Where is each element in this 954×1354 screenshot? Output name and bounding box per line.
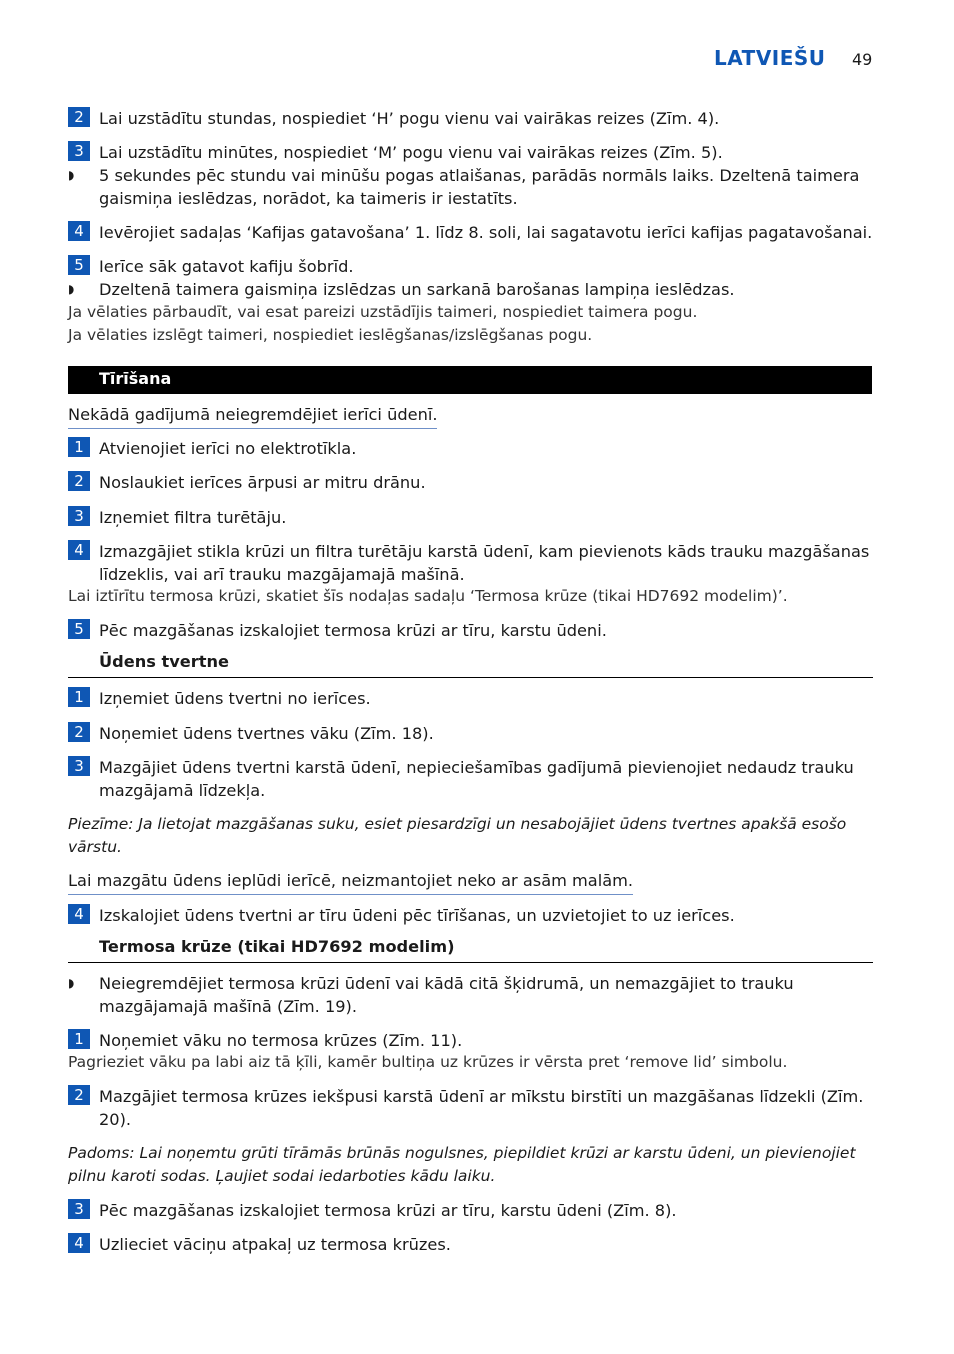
step-number: 2: [68, 1085, 90, 1105]
step-number: 4: [68, 1233, 90, 1253]
step-text: Ierīce sāk gatavot kafiju šobrīd.: [99, 257, 354, 276]
tip-text: Padoms: Lai noņemtu grūti tīrāmās brūnās nogulsnes, piepildiet krūzi ar karstu ūdeni, un pievienojiet pilnu karoti sodas. Ļaujiet sodai iedarboties kādu laiku.: [68, 1144, 856, 1185]
step-text: Noņemiet vāku no termosa krūzes (Zīm. 11).: [99, 1031, 463, 1050]
warning-item: [68, 869, 873, 895]
step-text: Izņemiet filtra turētāju.: [99, 508, 287, 527]
note-text: Ja vēlaties pārbaudīt, vai esat pareizi uzstādījis taimeri, nospiediet taimera pogu.: [68, 303, 698, 321]
bullet-icon: ◗: [68, 168, 75, 182]
bullet-text: 5 sekundes pēc stundu vai minūšu pogas atlaišanas, parādās normāls laiks. Dzeltenā taimera gaismiņa ieslēdzas, norādot, ka taimeris ir iestatīts.: [99, 166, 860, 208]
bullet-icon: ◗: [68, 976, 75, 990]
note-text: Pagrieziet vāku pa labi aiz tā ķīli, kamēr bultiņa uz krūzes ir vērsta pret ‘remove lid’ simbolu.: [68, 1053, 788, 1071]
step-text: Noslaukiet ierīces ārpusi ar mitru drānu.: [99, 473, 426, 492]
step-number: 4: [68, 904, 90, 924]
note-text: Piezīme: Ja lietojat mazgāšanas suku, esiet piesardzīgi un nesabojājiet ūdens tvertnes apakšā esošo vārstu.: [68, 815, 847, 856]
bullet-text: Neiegremdējiet termosa krūzi ūdenī vai kādā citā šķidrumā, un nemazgājiet to trauku mazgājamajā mašīnā (Zīm. 19).: [99, 974, 794, 1016]
bullet-text: Dzeltenā taimera gaismiņa izslēdzas un sarkanā barošanas lampiņa ieslēdzas.: [99, 280, 735, 299]
step-text: Izskalojiet ūdens tvertni ar tīru ūdeni pēc tīrīšanas, un uzvietojiet to uz ierīces.: [99, 906, 735, 925]
section-header-cleaning: [68, 366, 872, 394]
step-number: 5: [68, 255, 90, 275]
step-number: 1: [68, 437, 90, 457]
step-text: Lai uzstādītu minūtes, nospiediet ‘M’ pogu vienu vai vairākas reizes (Zīm. 5).: [99, 143, 723, 162]
step-text: Pēc mazgāšanas izskalojiet termosa krūzi ar tīru, karstu ūdeni.: [99, 621, 607, 640]
step-number: 3: [68, 506, 90, 526]
subheading-title: Termosa krūze (tikai HD7692 modelim): [99, 937, 455, 956]
page-number: 49: [852, 50, 873, 69]
step-number: 2: [68, 722, 90, 742]
step-number: 3: [68, 756, 90, 776]
step-number: 1: [68, 687, 90, 707]
subheading-title: Ūdens tvertne: [99, 652, 229, 671]
step-number: 3: [68, 1199, 90, 1219]
warning-text: Lai mazgātu ūdens ieplūdi ierīcē, neizmantojiet neko ar asām malām.: [68, 869, 633, 895]
step-text: Uzlieciet vāciņu atpakaļ uz termosa krūzes.: [99, 1235, 451, 1254]
step-text: Noņemiet ūdens tvertnes vāku (Zīm. 18).: [99, 724, 434, 743]
step-number: 4: [68, 540, 90, 560]
step-text: Pēc mazgāšanas izskalojiet termosa krūzi ar tīru, karstu ūdeni (Zīm. 8).: [99, 1201, 677, 1220]
warning-item: [68, 403, 873, 429]
step-text: Mazgājiet ūdens tvertni karstā ūdenī, nepieciešamības gadījumā pievienojiet nedaudz trauku mazgājamā līdzekļa.: [99, 758, 854, 800]
step-text: Atvienojiet ierīci no elektrotīkla.: [99, 439, 357, 458]
subheading-water-tank: [68, 652, 873, 678]
section-title: Tīrīšana: [99, 369, 172, 388]
subheading-thermos: [68, 937, 873, 963]
step-number: 5: [68, 619, 90, 639]
warning-text: Nekādā gadījumā neiegremdējiet ierīci ūdenī.: [68, 403, 437, 429]
language-heading: LATVIEŠU: [714, 46, 826, 70]
step-text: Izmazgājiet stikla krūzi un filtra turētāju karstā ūdenī, kam pievienots kāds trauku mazgāšanas līdzeklis, vai arī trauku mazgājamajā mašīnā.: [99, 542, 870, 584]
step-text: Izņemiet ūdens tvertni no ierīces.: [99, 689, 371, 708]
step-number: 2: [68, 471, 90, 491]
note-text: Ja vēlaties izslēgt taimeri, nospiediet ieslēgšanas/izslēgšanas pogu.: [68, 326, 593, 344]
note-text: Lai iztīrītu termosa krūzi, skatiet šīs nodaļas sadaļu ‘Termosa krūze (tikai HD7692 modelim)’.: [68, 587, 788, 605]
step-number: 2: [68, 107, 90, 127]
step-text: Ievērojiet sadaļas ‘Kafijas gatavošana’ 1. līdz 8. soli, lai sagatavotu ierīci kafijas pagatavošanai.: [99, 223, 873, 242]
step-text: Lai uzstādītu stundas, nospiediet ‘H’ pogu vienu vai vairākas reizes (Zīm. 4).: [99, 109, 720, 128]
step-number: 3: [68, 141, 90, 161]
step-number: 1: [68, 1029, 90, 1049]
step-number: 4: [68, 221, 90, 241]
bullet-icon: ◗: [68, 282, 75, 296]
step-text: Mazgājiet termosa krūzes iekšpusi karstā ūdenī ar mīkstu birstīti un mazgāšanas līdzekli (Zīm. 20).: [99, 1087, 864, 1129]
